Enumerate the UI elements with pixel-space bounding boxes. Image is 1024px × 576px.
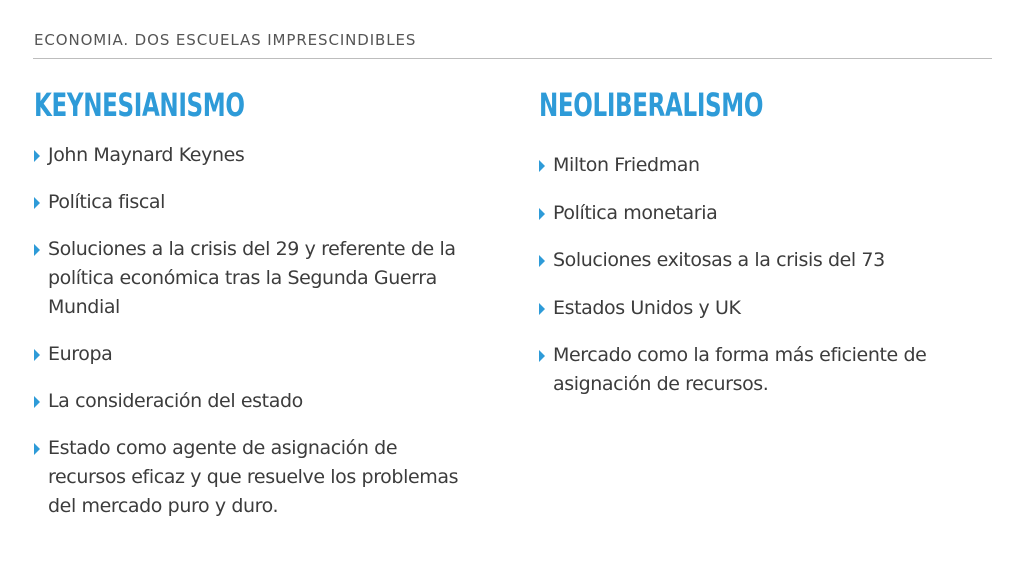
- bullet-item: [539, 294, 979, 323]
- column-title-neoliberalismo: NEOLIBERALISMO: [539, 86, 764, 124]
- slide-header: ECONOMIA. DOS ESCUELAS IMPRESCINDIBLES: [34, 31, 417, 49]
- bullet-list-neoliberalismo: [539, 151, 979, 418]
- bullet-text: Milton Friedman: [553, 154, 700, 176]
- triangle-bullet-icon: [34, 244, 40, 256]
- triangle-bullet-icon: [539, 160, 545, 172]
- triangle-bullet-icon: [34, 349, 40, 361]
- triangle-bullet-icon: [539, 255, 545, 267]
- bullet-item: [34, 340, 474, 369]
- bullet-item: [34, 387, 474, 416]
- bullet-item: [34, 434, 474, 521]
- bullet-text: Soluciones a la crisis del 29 y referente de la política económica tras la Segunda Guerra Mundial: [48, 238, 456, 318]
- column-title-keynesianismo: KEYNESIANISMO: [34, 86, 245, 124]
- bullet-text: Política monetaria: [553, 201, 718, 224]
- bullet-item: [539, 199, 979, 228]
- bullet-list-keynesianismo: [34, 141, 474, 539]
- bullet-text: Europa: [48, 343, 113, 365]
- triangle-bullet-icon: [34, 396, 40, 408]
- bullet-text: Soluciones exitosas a la crisis del 73: [553, 249, 885, 271]
- header-divider: [33, 58, 992, 59]
- bullet-text: Política fiscal: [48, 191, 166, 213]
- triangle-bullet-icon: [34, 150, 40, 162]
- bullet-text: Estado como agente de asignación de recursos eficaz y que resuelve los problemas del mercado puro y duro.: [48, 437, 459, 517]
- triangle-bullet-icon: [539, 208, 545, 220]
- bullet-item: [539, 341, 979, 399]
- bullet-text: John Maynard Keynes: [48, 144, 245, 166]
- bullet-item: [34, 141, 474, 170]
- bullet-text: Estados Unidos y UK: [553, 296, 741, 319]
- bullet-item: [539, 151, 979, 180]
- triangle-bullet-icon: [539, 303, 545, 315]
- bullet-item: [34, 188, 474, 217]
- bullet-item: [34, 235, 474, 322]
- bullet-item: [539, 246, 979, 275]
- triangle-bullet-icon: [539, 350, 545, 362]
- bullet-text: Mercado como la forma más eficiente de asignación de recursos.: [553, 344, 927, 395]
- bullet-text: La consideración del estado: [48, 390, 303, 412]
- triangle-bullet-icon: [34, 197, 40, 209]
- triangle-bullet-icon: [34, 443, 40, 455]
